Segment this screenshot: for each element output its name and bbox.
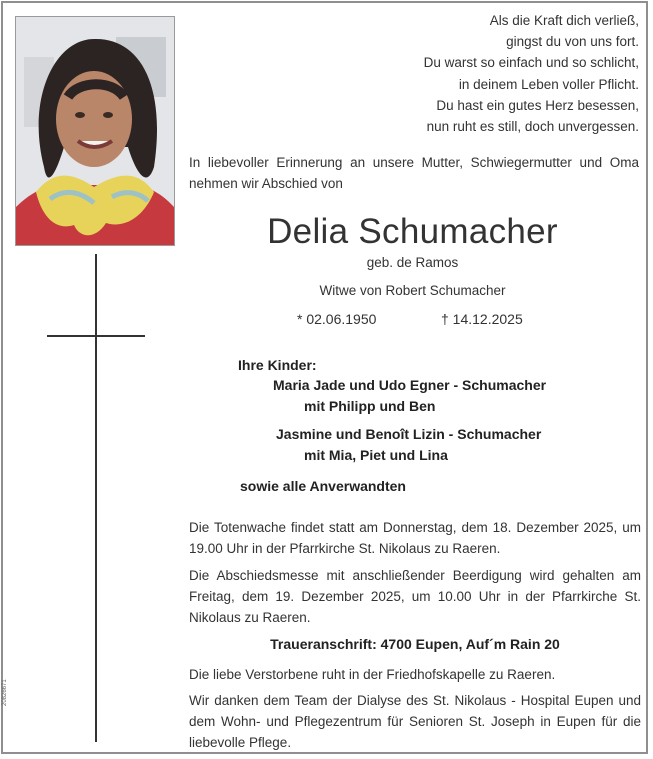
birth-date: * 02.06.1950 [297,311,377,327]
maiden-name: geb. de Ramos [366,255,459,270]
grandchildren-1: mit Philipp und Ben [304,398,436,414]
side-code: 20826671 [2,679,8,706]
portrait-photo [15,16,175,246]
portrait-illustration [16,17,174,245]
wake-info: Die Totenwache findet statt am Donnerstag, dem 18. Dezember 2025, um 19.00 Uhr in der Pfarrkirche St. Nikolaus zu Raeren. [189,520,641,556]
poem [424,10,639,137]
grandchildren-2: mit Mia, Piet und Lina [304,447,448,463]
children-heading: Ihre Kinder: [238,357,317,373]
poem-line: nun ruht es still, doch unvergessen. [426,119,639,135]
mass-info: Die Abschiedsmesse mit anschließender Beerdigung wird gehalten am Freitag, dem 19. Dezember 2025, um 10.00 Uhr in der Pfarrkirche St. Nikolaus zu Raeren. [189,568,641,625]
thanks-text: Wir danken dem Team der Dialyse des St. Nikolaus - Hospital Eupen und dem Wohn- und Pflegezentrum für Senioren St. Joseph in Eupen für die liebevolle Pflege. [189,693,641,750]
child-family-2: Jasmine und Benoît Lizin - Schumacher [276,426,542,442]
cross-vertical-bar [95,254,97,742]
resting-place: Die liebe Verstorbene ruht in der Friedhofskapelle zu Raeren. [189,667,556,682]
poem-line: Du hast ein gutes Herz besessen, [436,97,639,113]
other-relatives: sowie alle Anverwandten [240,478,406,494]
poem-line: gingst du von uns fort. [506,34,639,50]
poem-line: Als die Kraft dich verließ, [489,13,639,28]
poem-line: Du warst so einfach und so schlicht, [423,55,639,71]
child-family-1: Maria Jade und Udo Egner - Schumacher [273,377,547,393]
widow-of: Witwe von Robert Schumacher [319,283,506,298]
death-date: † 14.12.2025 [441,311,523,327]
deceased-name: Delia Schumacher [267,212,558,251]
intro-text: In liebevoller Erinnerung an unsere Mutter, Schwiegermutter und Oma nehmen wir Abschied von [189,155,639,191]
poem-line: in deinem Leben voller Pflicht. [458,76,639,92]
cross-horizontal-bar [47,335,145,337]
mourning-address: Traueranschrift: 4700 Eupen, Auf´m Rain 20 [270,636,560,652]
